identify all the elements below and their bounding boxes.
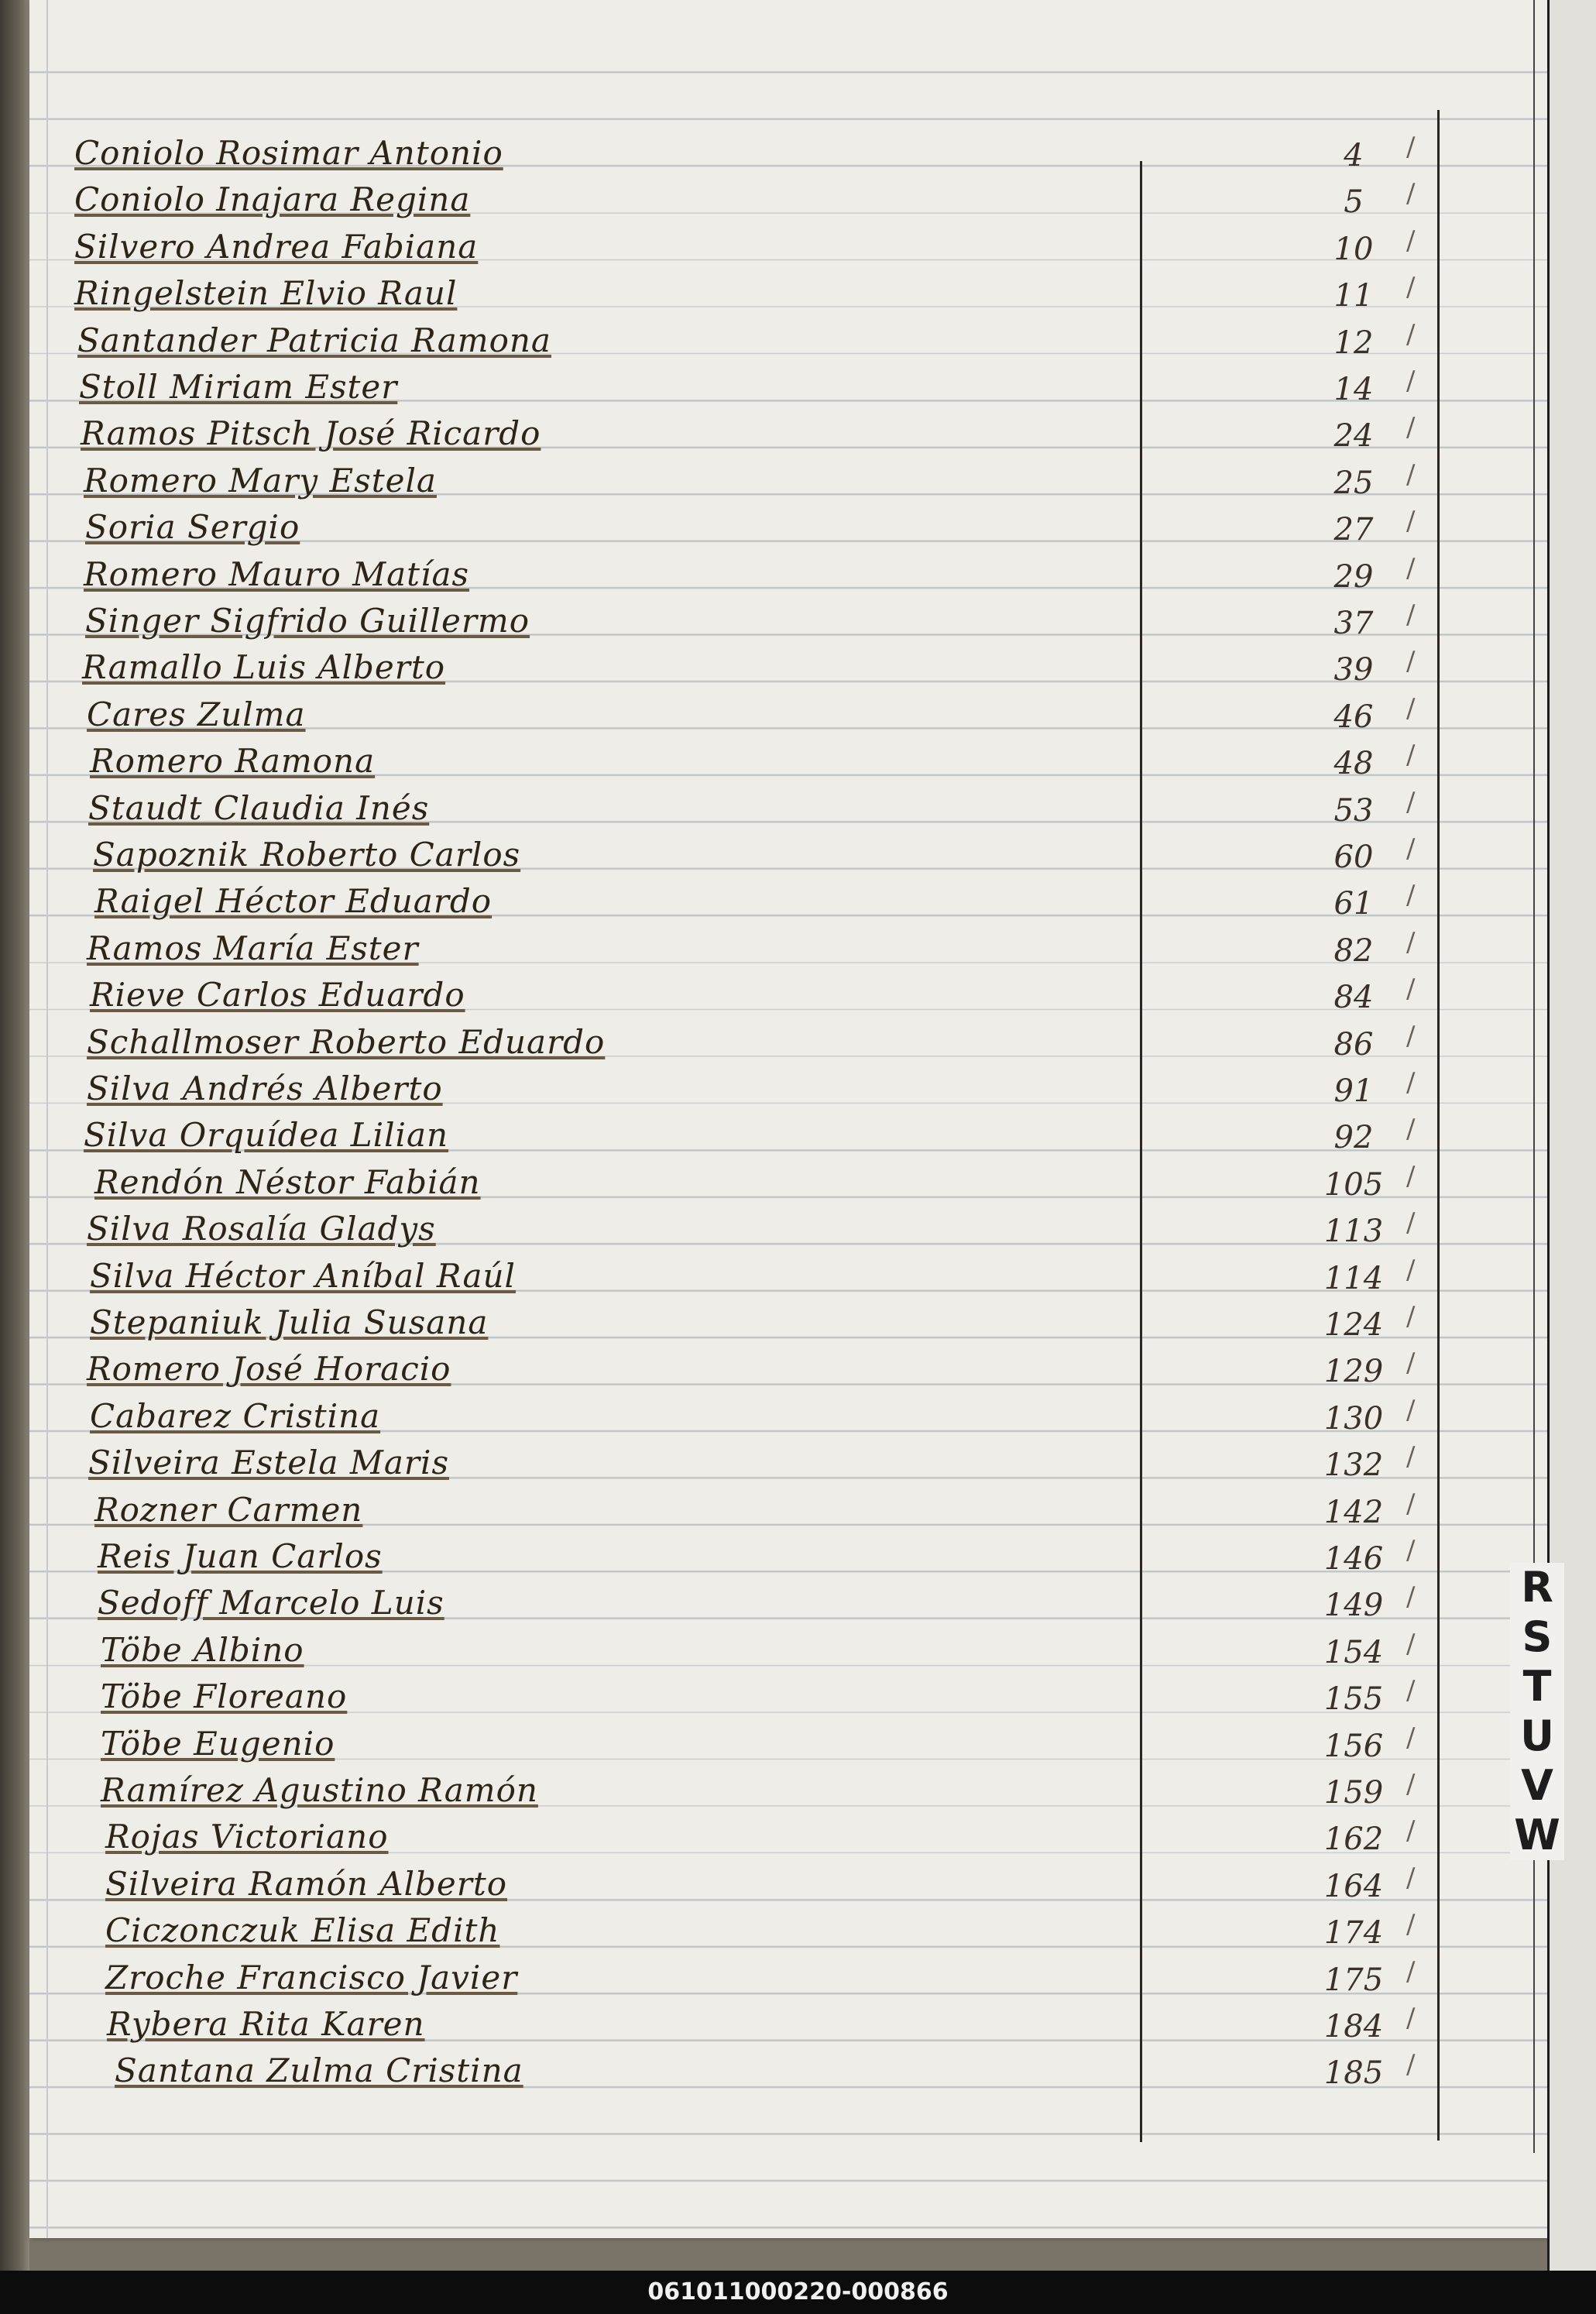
check-mark: /: [1406, 1722, 1416, 1753]
list-item: [74, 1533, 1530, 1580]
index-tab-w: W: [1510, 1811, 1564, 1860]
entry-name: Staudt Claudia Inés: [88, 788, 430, 827]
entry-number: 84: [1333, 980, 1374, 1016]
entry-name: Romero Ramona: [90, 742, 376, 781]
check-mark: /: [1406, 1114, 1416, 1145]
entry-name: Cabarez Cristina: [90, 1396, 381, 1435]
index-tab-u: U: [1510, 1711, 1564, 1761]
entry-number: 29: [1333, 558, 1374, 595]
entry-number: 159: [1323, 1775, 1384, 1811]
list-item: [74, 832, 1530, 878]
check-mark: /: [1406, 880, 1416, 912]
list-item: [74, 2001, 1530, 2048]
entry-number: 48: [1333, 746, 1374, 782]
entry-number: 155: [1323, 1681, 1384, 1718]
check-mark: /: [1406, 178, 1416, 210]
check-mark: /: [1406, 225, 1416, 256]
entry-name: Soria Sergio: [85, 508, 300, 547]
check-mark: /: [1406, 1769, 1416, 1800]
entry-number: 156: [1323, 1728, 1384, 1764]
list-item: [74, 1487, 1530, 1533]
list-item: [74, 1019, 1530, 1066]
entry-name: Rybera Rita Karen: [107, 2005, 425, 2043]
entry-number: 4: [1344, 138, 1364, 173]
list-item: [74, 1674, 1530, 1720]
check-mark: /: [1406, 973, 1416, 1005]
index-tab-r: R: [1510, 1563, 1564, 1612]
check-mark: /: [1406, 318, 1416, 350]
column-rule-left: [1140, 161, 1142, 2142]
check-mark: /: [1406, 1675, 1416, 1707]
entry-number: 53: [1333, 792, 1374, 829]
entry-name: Ringelstein Elvio Raul: [74, 274, 458, 313]
check-mark: /: [1406, 366, 1416, 397]
entry-number: 113: [1323, 1214, 1384, 1250]
check-mark: /: [1406, 1535, 1416, 1566]
entry-name: Ramallo Luis Alberto: [82, 648, 446, 687]
check-mark: /: [1406, 132, 1416, 163]
entry-name: Stepaniuk Julia Susana: [90, 1303, 489, 1341]
entry-name: Romero Mauro Matías: [84, 554, 470, 593]
list-item: [74, 1861, 1530, 1907]
entry-number: 82: [1333, 932, 1374, 969]
entry-name: Silva Andrés Alberto: [87, 1069, 443, 1107]
entry-number: 24: [1333, 418, 1374, 455]
list-item: [74, 1253, 1530, 1299]
entry-name: Sedoff Marcelo Luis: [98, 1584, 444, 1622]
entry-name: Töbe Eugenio: [101, 1724, 335, 1763]
list-item: [74, 224, 1530, 270]
entry-number: 132: [1323, 1447, 1384, 1484]
entry-name: Rojas Victoriano: [105, 1818, 389, 1856]
entry-number: 61: [1333, 886, 1374, 922]
entry-number: 86: [1333, 1026, 1374, 1063]
check-mark: /: [1406, 926, 1416, 958]
entry-number: 149: [1323, 1588, 1384, 1624]
entry-number: 175: [1323, 1962, 1384, 1998]
entry-name: Romero José Horacio: [87, 1350, 451, 1389]
entry-name: Silveira Ramón Alberto: [105, 1864, 508, 1903]
check-mark: /: [1406, 692, 1416, 724]
margin-line: [46, 0, 48, 2238]
entry-number: 91: [1333, 1073, 1374, 1109]
check-mark: /: [1406, 1348, 1416, 1379]
list-item: [74, 878, 1530, 925]
list-item: [74, 925, 1530, 972]
entry-number: 105: [1323, 1166, 1384, 1203]
check-mark: /: [1406, 599, 1416, 630]
list-item: [74, 130, 1530, 177]
check-mark: /: [1406, 1909, 1416, 1941]
entry-name: Coniolo Rosimar Antonio: [74, 134, 503, 172]
entry-number: 154: [1323, 1634, 1384, 1670]
entry-name: Zroche Francisco Javier: [105, 1958, 518, 1996]
entry-name: Reis Juan Carlos: [98, 1537, 383, 1575]
check-mark: /: [1406, 1207, 1416, 1239]
check-mark: /: [1406, 1581, 1416, 1613]
entry-number: 11: [1333, 278, 1374, 314]
column-rule-right: [1437, 110, 1440, 2141]
entry-name: Silvero Andrea Fabiana: [74, 227, 479, 266]
list-item: [74, 972, 1530, 1018]
list-item: [74, 1955, 1530, 2001]
list-item: [74, 458, 1530, 504]
check-mark: /: [1406, 646, 1416, 678]
archive-id-footer: 061011000220-000866: [0, 2271, 1596, 2314]
notebook-spine: [0, 0, 29, 2271]
list-item: [74, 1440, 1530, 1486]
entry-number: 25: [1333, 465, 1374, 501]
alphabet-index-tabs: [1510, 1563, 1564, 1860]
entry-number: 174: [1323, 1915, 1384, 1952]
entry-number: 162: [1323, 1821, 1384, 1858]
entry-number: 142: [1323, 1494, 1384, 1530]
list-item: [74, 1206, 1530, 1252]
entry-number: 114: [1323, 1260, 1384, 1296]
check-mark: /: [1406, 1160, 1416, 1192]
entry-name: Rieve Carlos Eduardo: [90, 976, 465, 1015]
entry-name: Schallmoser Roberto Eduardo: [87, 1022, 606, 1061]
check-mark: /: [1406, 1067, 1416, 1098]
entry-name: Silva Orquídea Lilian: [84, 1116, 449, 1155]
entry-number: 185: [1323, 2055, 1384, 2092]
check-mark: /: [1406, 2003, 1416, 2034]
check-mark: /: [1406, 506, 1416, 537]
entry-number: 60: [1333, 839, 1374, 875]
entry-name: Töbe Albino: [101, 1630, 304, 1669]
entry-number: 39: [1333, 652, 1374, 688]
index-tab-t: T: [1510, 1662, 1564, 1711]
entry-name: Santander Patricia Ramona: [77, 321, 551, 359]
entry-name: Ramos Pitsch José Ricardo: [81, 414, 541, 453]
entry-name: Santana Zulma Cristina: [115, 2051, 523, 2090]
entry-name: Rozner Carmen: [94, 1490, 363, 1529]
list-item: [74, 318, 1530, 364]
check-mark: /: [1406, 552, 1416, 584]
list-item: [74, 1580, 1530, 1626]
entry-name: Romero Mary Estela: [84, 461, 437, 500]
check-mark: /: [1406, 1020, 1416, 1052]
entry-name: Raigel Héctor Eduardo: [94, 882, 493, 921]
entry-name: Silveira Estela Maris: [88, 1444, 449, 1482]
check-mark: /: [1406, 1862, 1416, 1893]
entry-number: 12: [1333, 324, 1374, 361]
list-item: [74, 504, 1530, 551]
entry-name: Ramírez Agustino Ramón: [101, 1771, 538, 1809]
entry-name: Singer Sigfrido Guillermo: [85, 602, 530, 640]
list-item: [74, 1767, 1530, 1814]
check-mark: /: [1406, 2049, 1416, 2081]
entry-name: Ciczonczuk Elisa Edith: [105, 1911, 500, 1950]
index-tab-s: S: [1510, 1612, 1564, 1662]
check-mark: /: [1406, 272, 1416, 304]
entry-name: Cares Zulma: [87, 695, 306, 733]
check-mark: /: [1406, 412, 1416, 444]
list-item: [74, 1066, 1530, 1112]
entry-name: Stoll Miriam Ester: [79, 368, 398, 406]
entry-number: 124: [1323, 1307, 1384, 1343]
list-item: [74, 364, 1530, 410]
check-mark: /: [1406, 1441, 1416, 1473]
entry-number: 146: [1323, 1541, 1384, 1577]
entry-name: Sapoznik Roberto Carlos: [93, 836, 521, 874]
list-item: [74, 1159, 1530, 1206]
index-strip: [1547, 0, 1596, 2271]
entry-number: 10: [1333, 231, 1374, 267]
entry-number: 14: [1333, 372, 1374, 407]
list-item: [74, 1814, 1530, 1860]
list-item: [74, 1112, 1530, 1159]
list-item: [74, 738, 1530, 784]
check-mark: /: [1406, 1254, 1416, 1286]
entry-number: 92: [1333, 1120, 1374, 1156]
list-item: [74, 1299, 1530, 1346]
check-mark: /: [1406, 833, 1416, 864]
entry-number: 46: [1333, 699, 1374, 735]
check-mark: /: [1406, 458, 1416, 490]
check-mark: /: [1406, 786, 1416, 818]
entry-number: 129: [1323, 1354, 1384, 1390]
entry-number: 130: [1323, 1400, 1384, 1437]
list-item: [74, 644, 1530, 691]
entry-number: 37: [1333, 606, 1374, 641]
check-mark: /: [1406, 1394, 1416, 1426]
list-item: [74, 1393, 1530, 1440]
list-item: [74, 785, 1530, 832]
check-mark: /: [1406, 1301, 1416, 1332]
check-mark: /: [1406, 1955, 1416, 1987]
list-item: [74, 177, 1530, 223]
check-mark: /: [1406, 1488, 1416, 1519]
entry-name: Coniolo Inajara Regina: [74, 180, 471, 219]
list-item: [74, 598, 1530, 644]
entry-name: Rendón Néstor Fabián: [94, 1162, 481, 1201]
index-tab-v: V: [1510, 1761, 1564, 1811]
entry-name: Ramos María Ester: [87, 929, 419, 967]
list-item: [74, 551, 1530, 598]
list-item: [74, 410, 1530, 457]
entry-name: Silva Héctor Aníbal Raúl: [90, 1256, 516, 1295]
entry-number: 184: [1323, 2009, 1384, 2044]
check-mark: /: [1406, 1628, 1416, 1660]
check-mark: /: [1406, 740, 1416, 771]
list-item: [74, 2048, 1530, 2094]
list-item: [74, 1907, 1530, 1954]
list-item: [74, 1721, 1530, 1767]
list-item: [74, 692, 1530, 738]
check-mark: /: [1406, 1815, 1416, 1847]
list-item: [74, 1627, 1530, 1674]
list-item: [74, 270, 1530, 317]
list-item: [74, 1346, 1530, 1392]
entry-number: 27: [1333, 512, 1374, 548]
entry-number: 164: [1323, 1868, 1384, 1904]
entry-name: Silva Rosalía Gladys: [87, 1210, 436, 1248]
entry-number: 5: [1344, 184, 1364, 221]
ledger-page: [29, 0, 1547, 2238]
entry-name: Töbe Floreano: [101, 1677, 348, 1716]
